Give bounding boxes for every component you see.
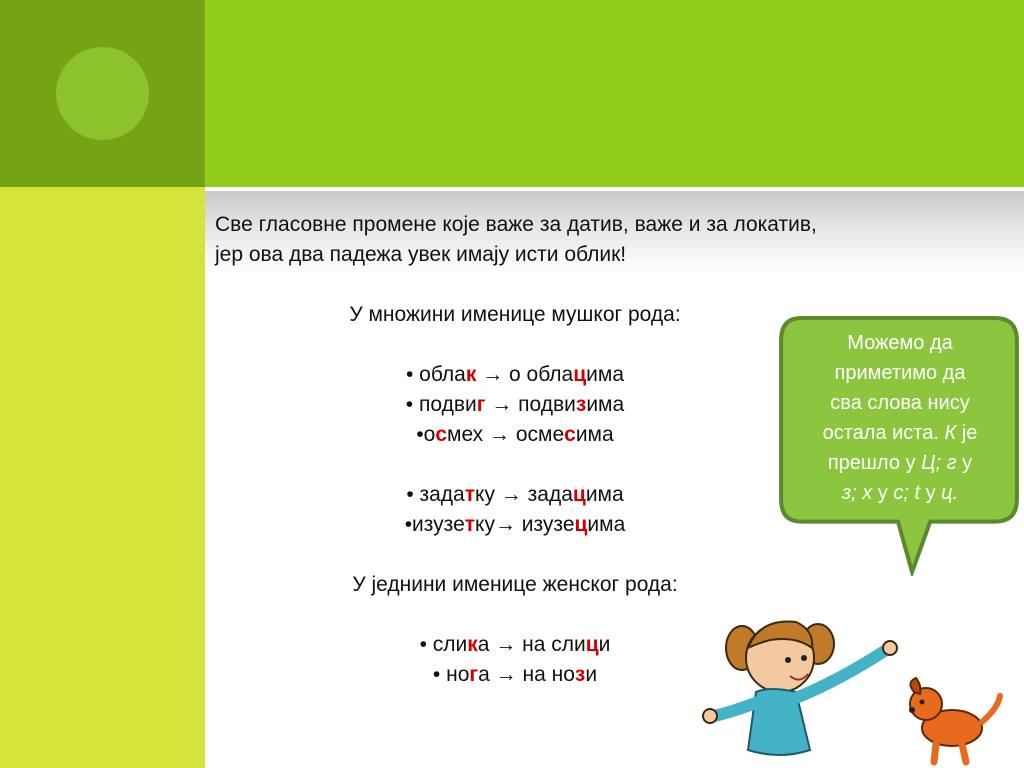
sidebar-block: [0, 187, 205, 768]
callout-text: Можемо да приметимо да сва слова нису остала иста. К је прешло у Ц; г у з; х у с; t у ц.: [822, 332, 978, 504]
list-item: • облак → о облацима: [405, 363, 625, 386]
intro-line-1: Све гласовне промене које важе за датив, важе и за локатив,: [215, 213, 817, 236]
feminine-heading: У једнини именице женског рода:: [352, 573, 678, 596]
girl-and-dog-illustration: [700, 600, 1024, 768]
list-item: •изузетку→ изузецима: [404, 513, 626, 536]
list-item: • слика → на слици: [419, 633, 611, 656]
masculine-heading: У множини именице мушког рода:: [349, 303, 681, 326]
list-item: • подвиг → подвизима: [405, 393, 625, 416]
list-item: • нога → на нози: [432, 663, 598, 686]
list-item: •осмех → осмесима: [416, 423, 614, 446]
intro-line-2: јер ова два падежа увек имају исти облик!: [215, 243, 627, 266]
list-item: • задатку → задацима: [406, 483, 624, 506]
header-banner: [205, 0, 1024, 187]
decorative-circle: [56, 47, 149, 140]
